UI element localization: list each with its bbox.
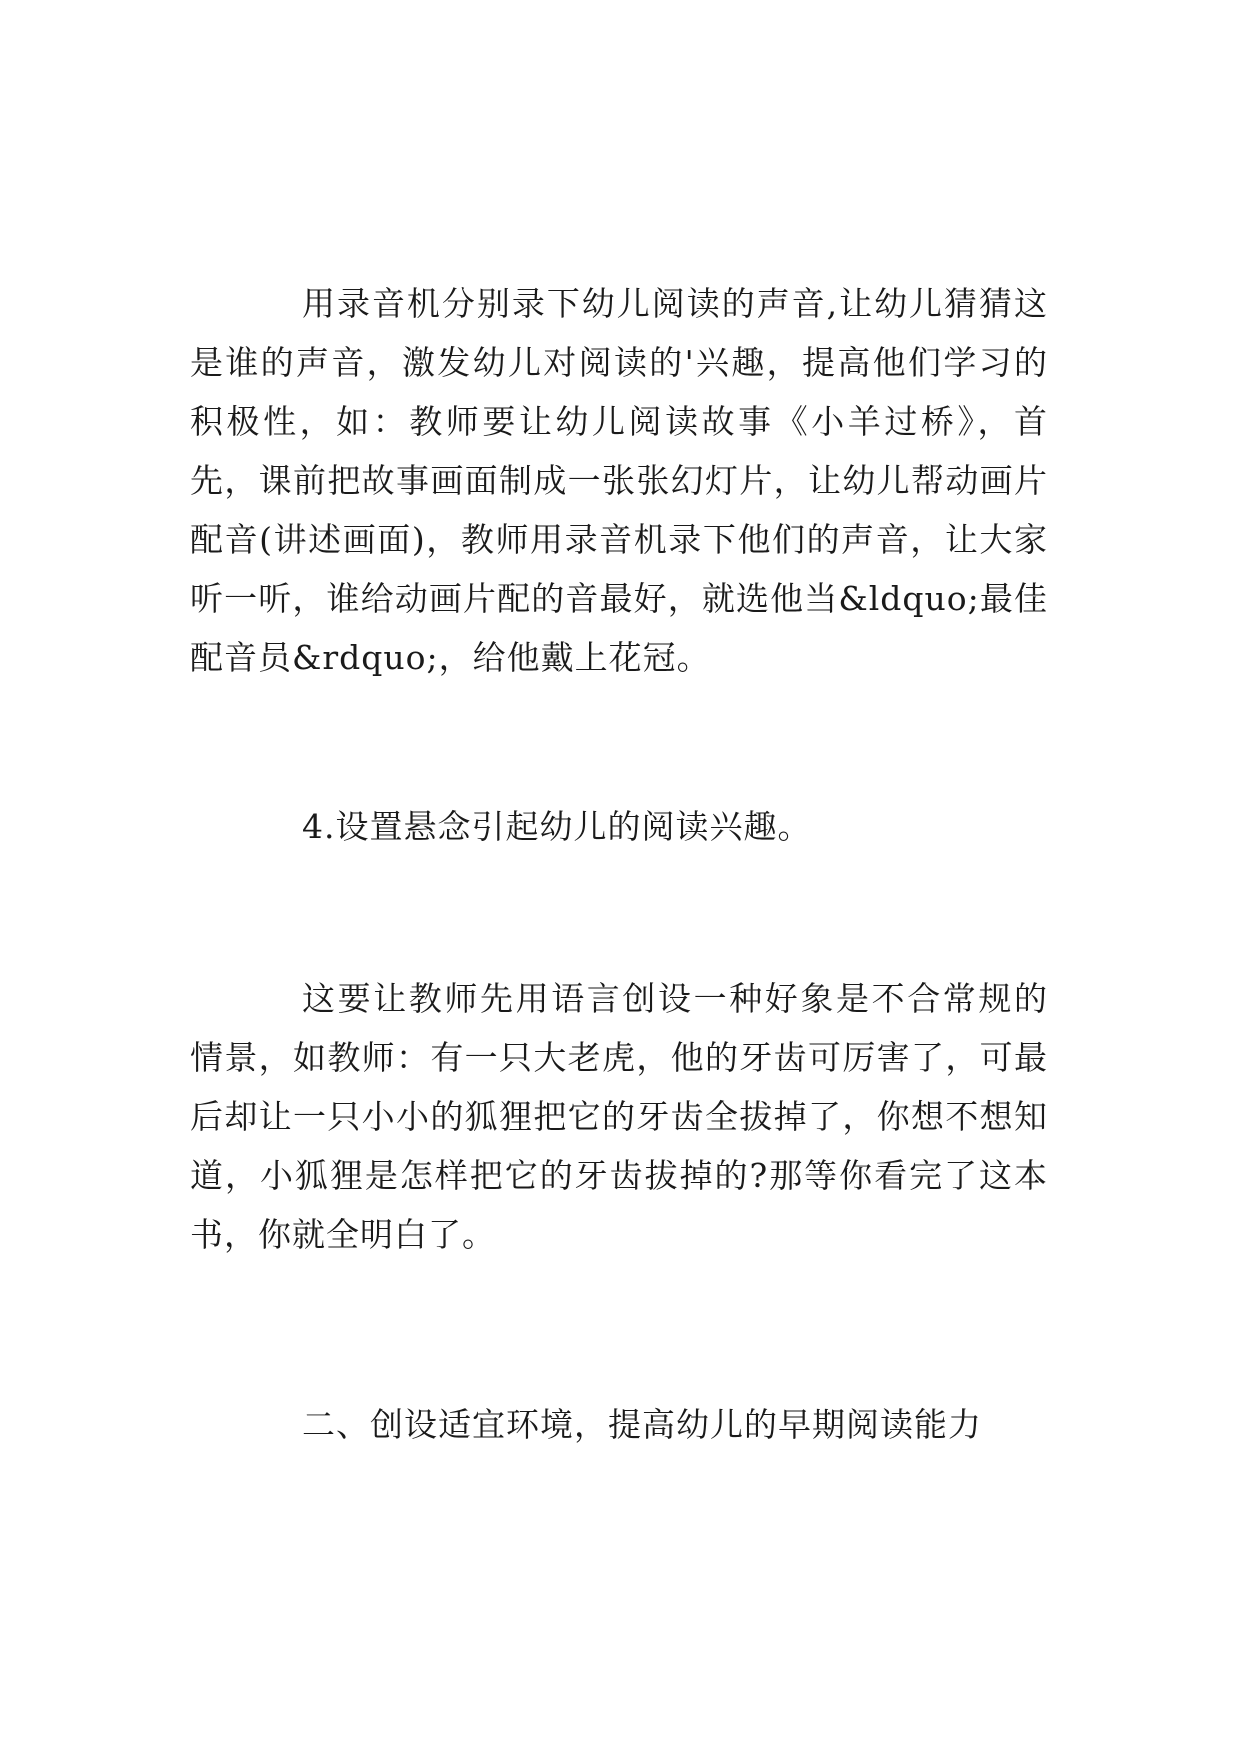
section-heading-environment: 二、创设适宜环境，提高幼儿的早期阅读能力 (302, 1405, 982, 1444)
paragraph-suspense-story: 这要让教师先用语言创设一种好象是不合常规的情景，如教师：有一只大老虎，他的牙齿可厉害了，可最后却让一只小小的狐狸把它的牙齿全拔掉了，你想不想知道，小狐狸是怎样把它的牙齿拔掉的?那等你看完了这本书，你就全明白了。 (190, 979, 1048, 1254)
paragraph-voice-recording: 用录音机分别录下幼儿阅读的声音,让幼儿猜猜这是谁的声音，激发幼儿对阅读的'兴趣，提高他们学习的积极性，如：教师要让幼儿阅读故事《小羊过桥》，首先，课前把故事画面制成一张张幻灯片，让幼儿帮动画片配音(讲述画面)，教师用录音机录下他们的声音，让大家听一听，谁给动画片配的音最好，就选他当&ldquo;最佳配音员&rdquo;，给他戴上花冠。 (190, 284, 1048, 677)
heading-suspense: 4.设置悬念引起幼儿的阅读兴趣。 (302, 807, 812, 846)
